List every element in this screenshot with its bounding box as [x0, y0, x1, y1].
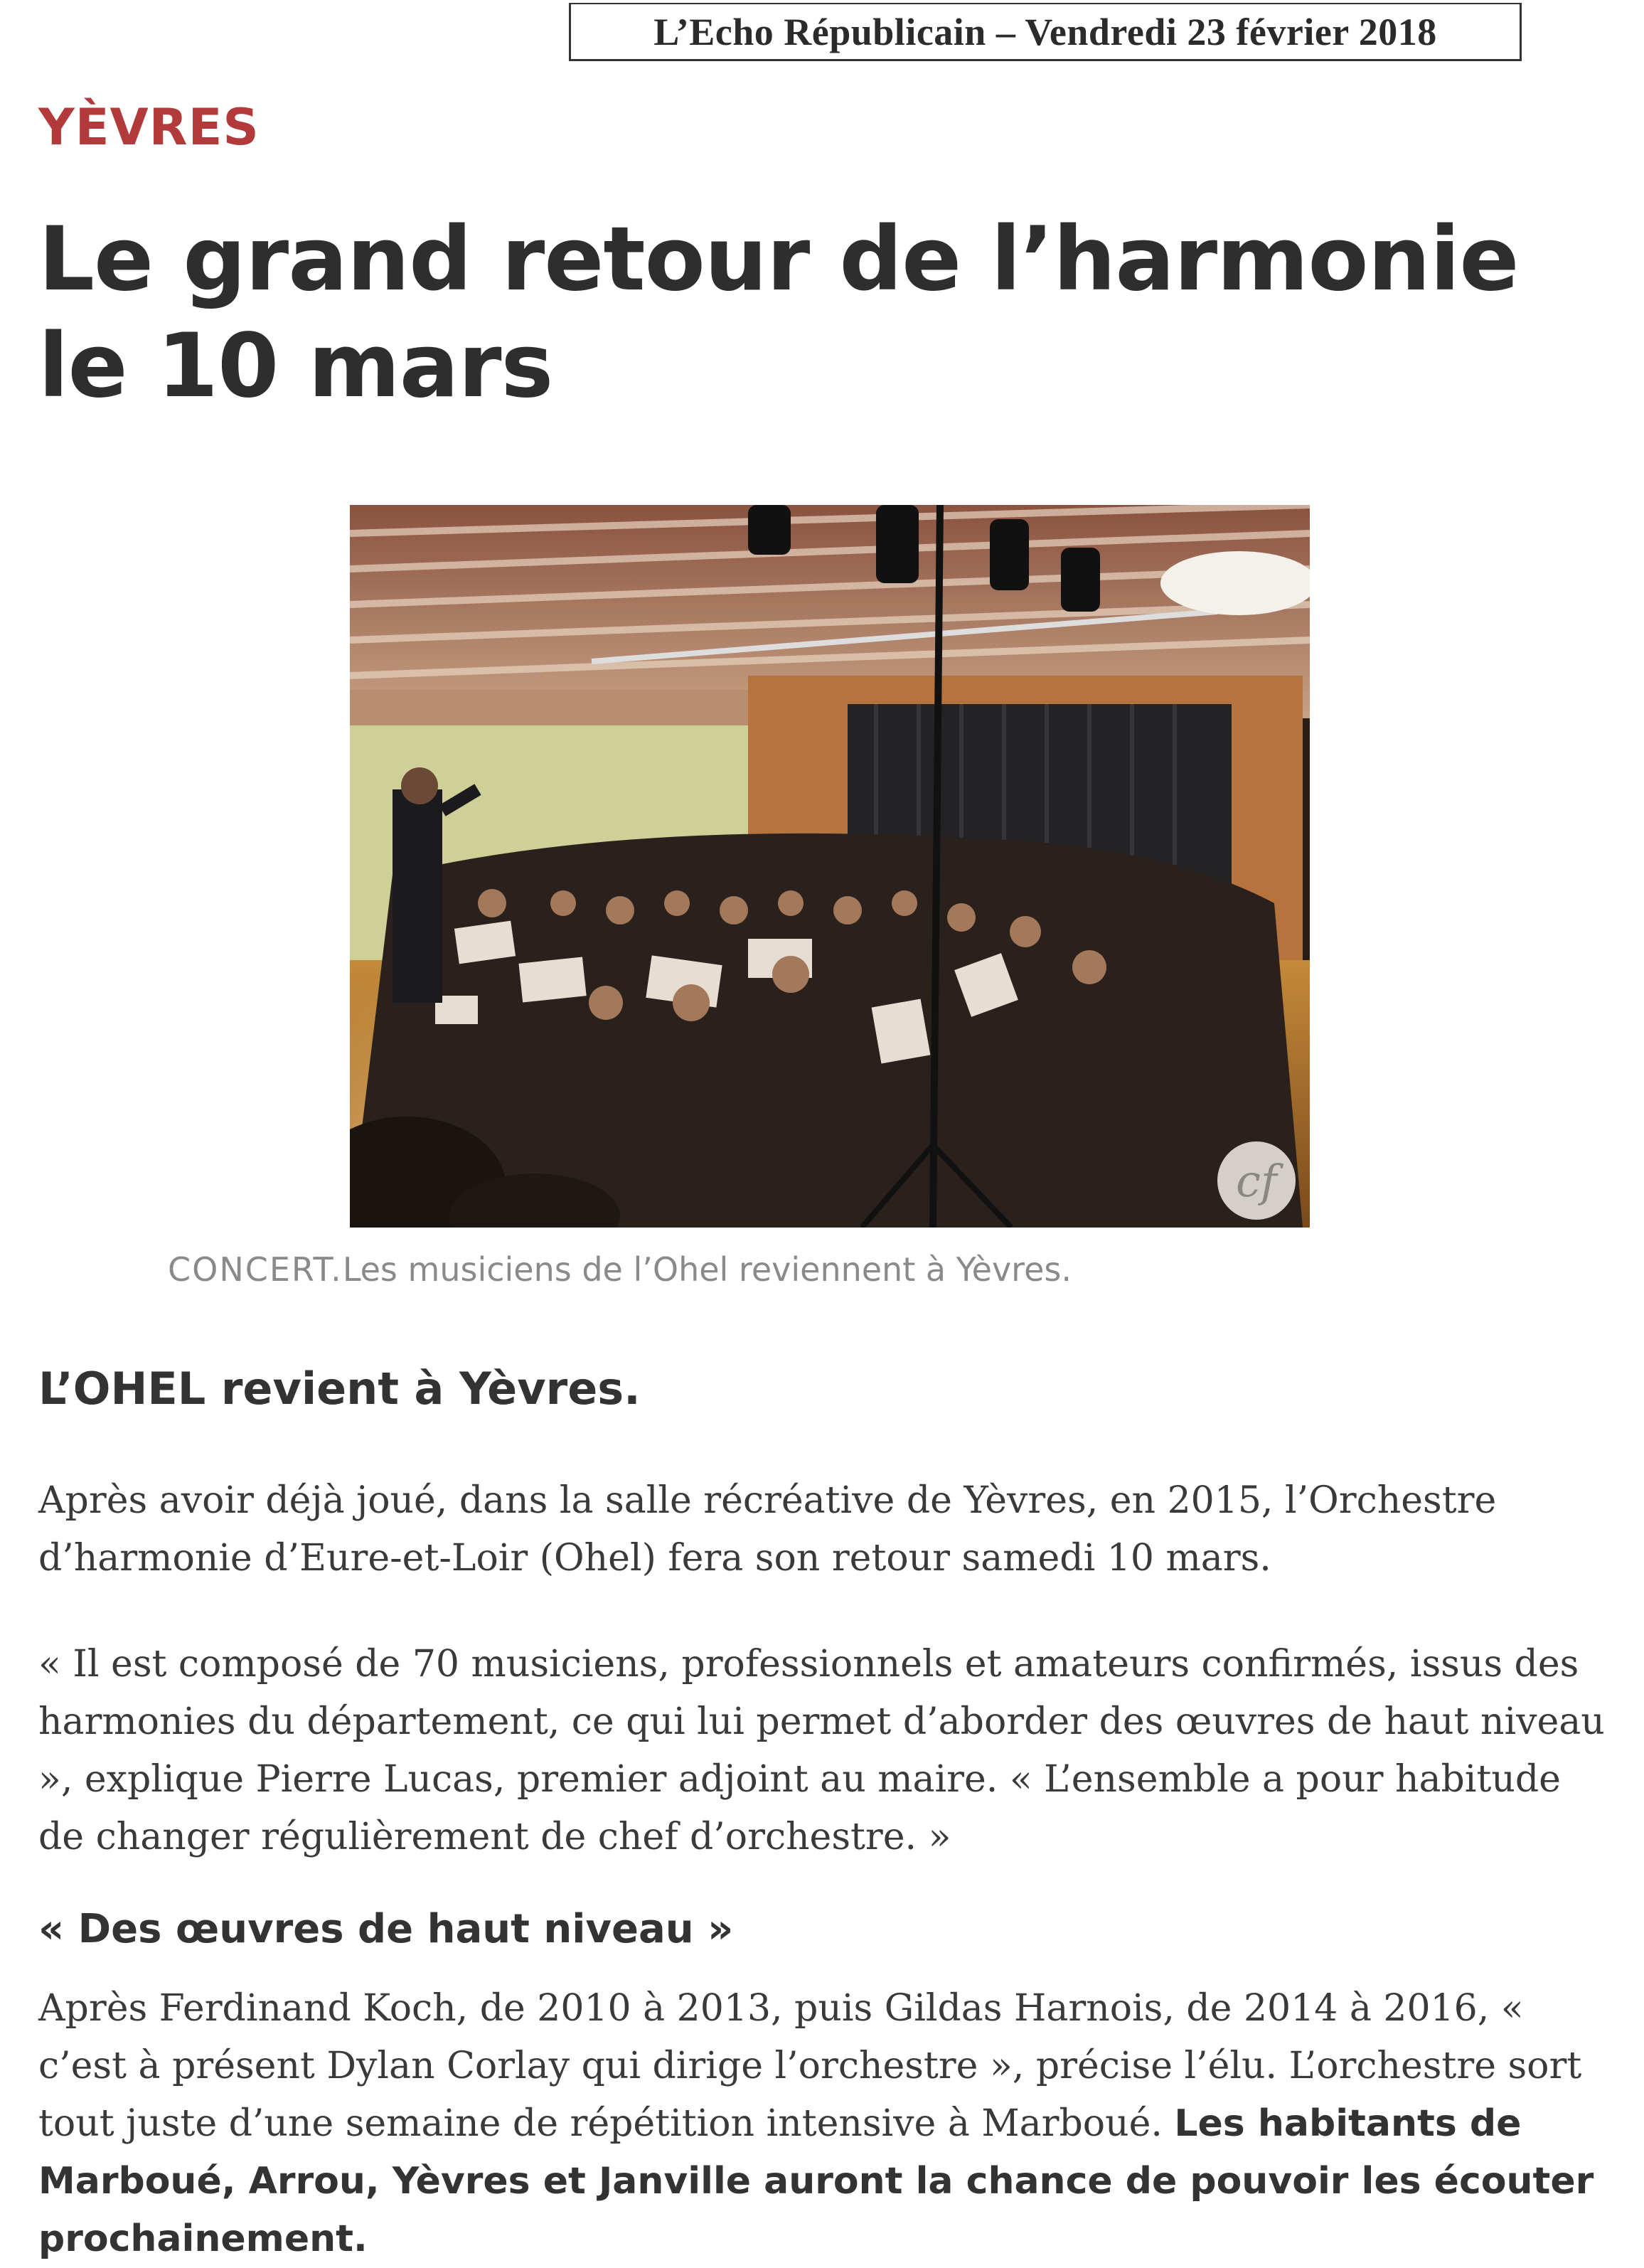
paragraph-1: Après avoir déjà joué, dans la salle récréative de Yèvres, en 2015, l’Orchestre d’harmonie d’Eure-et-Loir (Ohel) fera son retour samedi 10 mars.: [38, 1479, 1497, 1580]
article-subhead: L’OHEL revient à Yèvres.: [38, 1363, 641, 1415]
paragraph-3-text: Après Ferdinand Koch, de 2010 à 2013, puis Gildas Harnois, de 2014 à 2016, « c’est à présent Dylan Corlay qui dirige l’orchestre », précise l’élu. L’orchestre sort tout juste d’une semaine de répétition intensive à Marboué.: [38, 1987, 1582, 2145]
section-kicker: YÈVRES: [38, 98, 260, 156]
paragraph-2: « Il est composé de 70 musiciens, professionnels et amateurs confirmés, issus des harmonies du département, ce qui lui permet d’aborder des œuvres de haut niveau », explique Pierre Lucas, premier adjoint au maire. « L’ensemble a pour habitude de changer régulièrement de chef d’orchestre. »: [38, 1643, 1605, 1858]
article-headline: Le grand retour de l’harmonie le 10 mars: [38, 208, 1519, 417]
paragraph-3: [38, 1980, 1617, 2268]
intertitle: « Des œuvres de haut niveau »: [38, 1906, 734, 1952]
photo-caption: [168, 1250, 1072, 1289]
newspaper-source-header: L’Echo Républicain – Vendredi 23 février 2018: [569, 3, 1522, 61]
paragraph-3-bold: Les habitants de Marboué, Arrou, Yèvres et Janville auront la chance de pouvoir les écouter prochainement.: [38, 2102, 1594, 2260]
caption-text: Les musiciens de l’Ohel reviennent à Yèvres.: [342, 1250, 1072, 1289]
caption-label: CONCERT.: [168, 1250, 343, 1289]
photo-credit: cf: [1236, 1155, 1277, 1207]
concert-photo: [350, 505, 1310, 1228]
